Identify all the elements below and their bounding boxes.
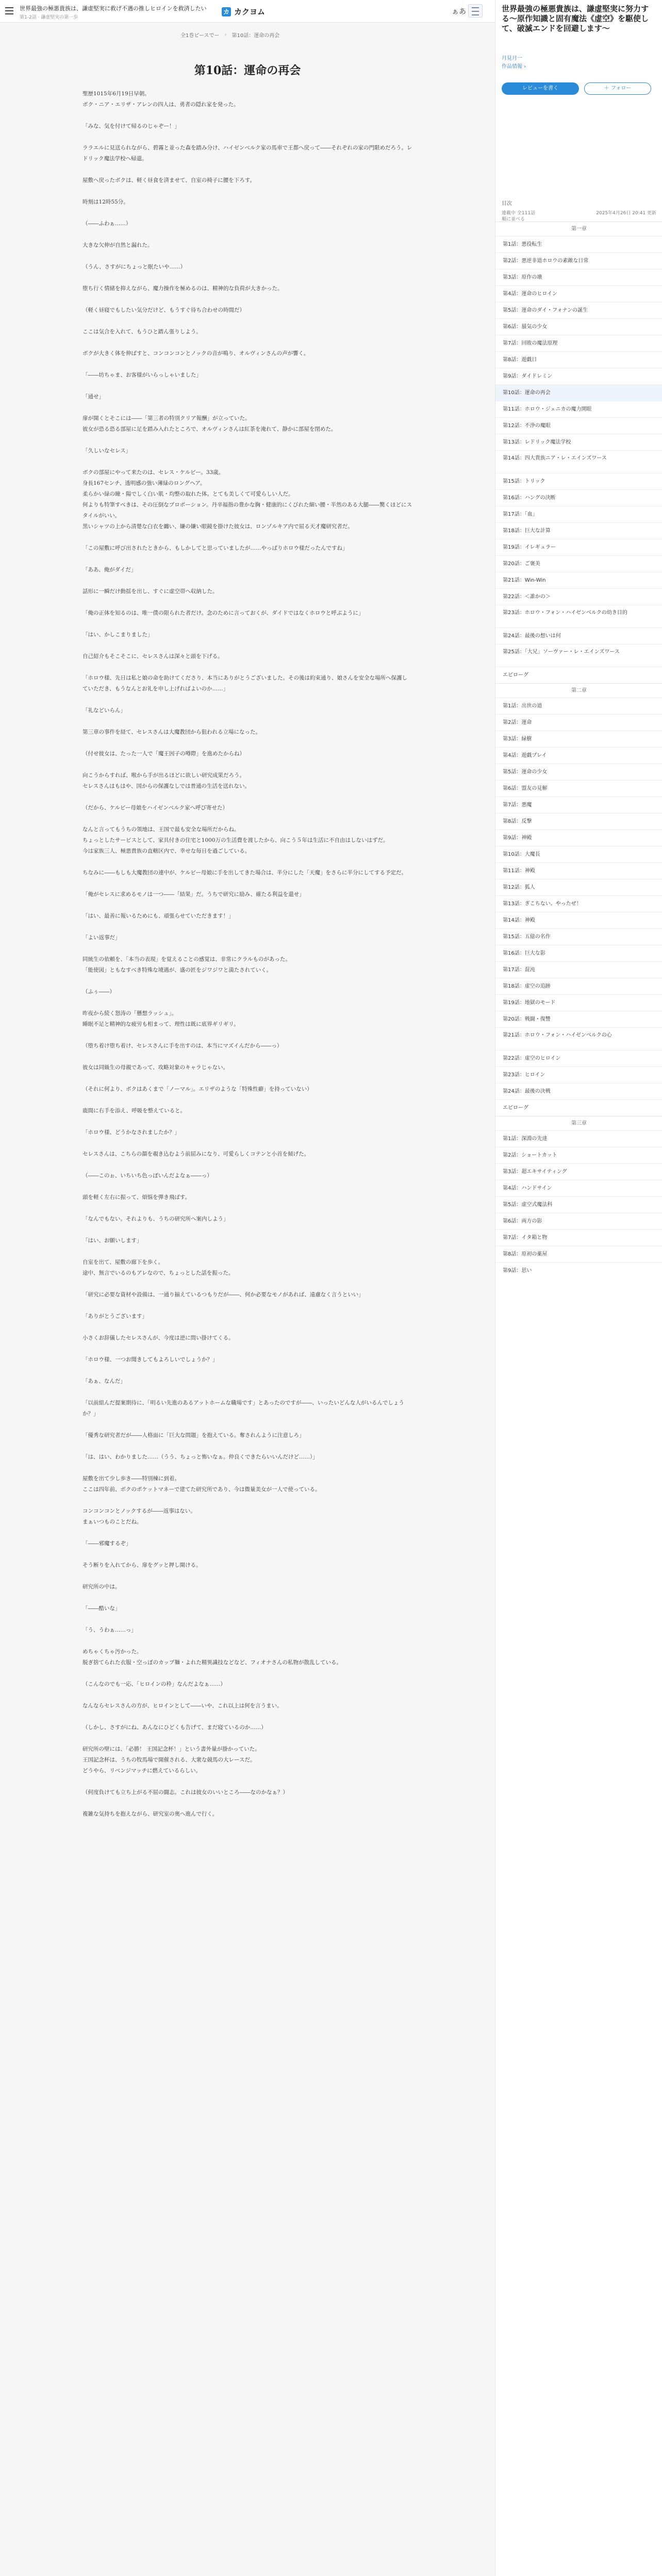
body-paragraph: めちゃくちゃ汚かった。 — [82, 1649, 142, 1655]
body-paragraph — [82, 402, 412, 413]
body-paragraph: 何よりも特筆すべきは、その圧倒なプロポーション。丹辛福指の豊かな胸・健康的にくびれた細い腰・半然のある大腿――驚くほどにスタイルがいい。 — [82, 502, 412, 519]
body-paragraph: （うん、さすがにちょっと眠たいや……） — [82, 264, 186, 270]
body-paragraph — [82, 597, 412, 608]
toc-episode-link[interactable]: 第21話：ホロウ・フォン・ハイゼンベルクの心 — [495, 1027, 662, 1050]
body-paragraph — [82, 976, 412, 987]
breadcrumb — [180, 31, 279, 39]
toc-episode-link[interactable]: 第16話：巨大な影 — [495, 945, 662, 961]
body-paragraph: 「久しいなセレス」 — [82, 448, 131, 454]
body-paragraph: 「この屋敷に呼び出されたときから、もしかしてと思っていましたが……やっぱりホロウ様だったんですね」 — [82, 545, 348, 551]
body-paragraph — [82, 900, 412, 911]
body-paragraph — [82, 1052, 412, 1062]
body-paragraph: （それに何より、ボクはあくまで「ノーマル」。エリザのような「特殊性癖」を持っていない） — [82, 1086, 312, 1092]
body-paragraph — [82, 1160, 412, 1171]
breadcrumb-item: 第10話：運命の再会 — [231, 33, 280, 39]
toc-episode-link[interactable]: 第8話：反撃 — [495, 813, 662, 829]
body-paragraph: 「ホロウ様、どうかなされましたか？」 — [82, 1129, 180, 1136]
toc-episode-link[interactable]: 第13話：レドリック魔法学校 — [495, 434, 662, 450]
toc-label: 目次 — [502, 201, 512, 207]
episode-count: 連載中 全111話 — [502, 211, 536, 216]
body-paragraph — [82, 1365, 412, 1376]
body-paragraph — [82, 878, 412, 889]
reading-area — [0, 23, 495, 2576]
body-paragraph: 柔らかい緑の瞳・陽でしく白い肌・均整の取れた体。とても美しくて可愛らしい人だ。 — [82, 491, 294, 497]
logo-mark: カ — [222, 7, 231, 16]
toc-episode-link[interactable]: 第22話：虚空のヒロイン — [495, 1050, 662, 1066]
body-paragraph: 複雑な気持ちを抱えながら、研究室の奥へ進んで行く。 — [82, 1811, 218, 1817]
body-paragraph: 脱ぎ捨てられた衣服・空っぽのカップ麺・よれた精異識技などなど、フィオナさんの私物が散乱している。 — [82, 1659, 342, 1666]
table-of-contents — [495, 222, 662, 1279]
kakuyomu-logo[interactable] — [222, 6, 265, 17]
body-paragraph — [82, 381, 412, 392]
body-paragraph: 「はい、かしこまりました」 — [82, 632, 153, 638]
body-paragraph: 同統生の依頼を、「本当の表現」を覚えることの感覚は、非常にクラルものがあった。 — [82, 956, 291, 962]
body-paragraph: （付せ彼女は、たった一人で「魔王因子の噂際」を進めたからね） — [82, 751, 245, 757]
body-paragraph: ボクが大きく体を伸ばすと、コンコンコンとノックの音が鳴り、オルヴィンさんの声が響く。 — [82, 350, 309, 357]
body-paragraph: 「優秀な研究者だが――人格面に「巨大な問題」を抱えている。奪されんように注意しろ」 — [82, 1432, 305, 1438]
body-paragraph: 「俺の正体を知るのは、唯一僕の限られた者だけ。念のために言っておくが、ダイドではなくホロウと呼ぶように」 — [82, 610, 364, 616]
body-paragraph: （軽く昼寝でもしたい気分だけど、もうすぐ待ち合わせの時間だ） — [82, 307, 245, 313]
body-paragraph: 屋敷へ戻ったボクは、軽く昼食を済ませて、自室の椅子に腰を下ろす。 — [82, 177, 255, 183]
toc-episode-link[interactable]: 第19話：イレギュラー — [495, 539, 662, 555]
toc-episode-link[interactable]: 第12話：狐人 — [495, 879, 662, 895]
toc-episode-link[interactable]: 第7話：回敗の魔法原理 — [495, 335, 662, 351]
episode-body — [82, 89, 412, 1820]
body-paragraph — [82, 1300, 412, 1311]
body-paragraph: 第三章の事件を経て、セレスさんは大魔教団から狙われる立場になった。 — [82, 729, 261, 735]
toc-episode-link[interactable]: 第10話：運命の再会 — [495, 384, 662, 401]
body-paragraph: 「通せ」 — [82, 394, 104, 400]
body-paragraph — [82, 1668, 412, 1679]
body-paragraph — [82, 1203, 412, 1214]
toc-episode-link[interactable]: 第4話：遊戯プレイ — [495, 747, 662, 764]
toc-episode-link[interactable]: 第5話：運命のダイ・フォナンの誕生 — [495, 302, 662, 318]
body-paragraph: コンコンコンとノックするが――返事はない。 — [82, 1508, 196, 1514]
body-paragraph: 「ああ、俺がダイだ」 — [82, 567, 137, 573]
toc-episode-link[interactable]: 第11話：ホロウ・ジェニカの魔力開眼 — [495, 401, 662, 417]
body-paragraph — [82, 943, 412, 954]
body-paragraph: 「よい返事だ」 — [82, 935, 121, 941]
body-paragraph: 「以前組んだ提案期待に、「明るい先進のあるアットホームな職場です」とあったのですが――、いったいどんな人がいるんでしょうか？」 — [82, 1400, 404, 1417]
toc-episode-link[interactable]: 第13話：ぎこちない。やったぜ！ — [495, 895, 662, 912]
toc-episode-link[interactable]: 第3話：超エキサイティング — [495, 1163, 662, 1180]
body-paragraph: 「は、はい、わかりました……（うう、ちょっと怖いなぁ。仲良くできたらいいんだけど……）」 — [82, 1454, 318, 1460]
body-paragraph: 「俺がセレスに求めるモノは一つ――「結果」だ。うちで研究に励み、確たる利益を還せ」 — [82, 891, 305, 897]
body-paragraph: 扉が開くとそこには――「第三者の特別クリア報酬」が立っていた。 — [82, 415, 251, 421]
body-paragraph — [82, 575, 412, 586]
toc-episode-link[interactable]: 第20話：ご褒美 — [495, 555, 662, 572]
toc-episode-link[interactable]: 第5話：虚空式魔法科 — [495, 1196, 662, 1213]
breadcrumb-item[interactable]: 全1巻ピースでー — [180, 33, 220, 39]
toc-episode-link[interactable]: 第15話：五億の名作 — [495, 928, 662, 945]
body-paragraph: 話形に一瞬だけ動揺を出し、すぐに虚空帯へ収納した。 — [82, 588, 218, 595]
toc-episode-link[interactable]: 第6話：蜃気の少女 — [495, 318, 662, 335]
body-paragraph: ここは気合を入れて、もうひと踏ん張りしよう。 — [82, 329, 202, 335]
toc-episode-link[interactable]: 第6話：両方の影 — [495, 1213, 662, 1229]
toc-episode-link[interactable]: 第6話：盟友の見解 — [495, 780, 662, 796]
toc-episode-link[interactable]: 第17話：混沌 — [495, 961, 662, 978]
body-paragraph: 黒いシャツの上から清楚な白衣を纏い、嫌の嫌い眼鏡を掛けた彼女は、ロンゾルキア内で屈る天才魔研究者だ。 — [82, 523, 353, 530]
body-paragraph: ボクの部屋にやって来たのは、セレス・ケルビー。33歳。 — [82, 469, 224, 476]
body-paragraph — [82, 1733, 412, 1744]
toc-episode-link[interactable]: 第12話：不浄の魔眼 — [495, 417, 662, 434]
toc-episode-link[interactable]: 第25話：「大兄」ソーヴァー・レ・エインズワース — [495, 644, 662, 667]
toc-episode-link[interactable]: エピローグ — [495, 667, 662, 683]
body-paragraph: 屋敷を出て少し歩き――特別棟に到着。 — [82, 1476, 180, 1482]
toc-episode-link[interactable]: 第24話：最後の想いは何 — [495, 628, 662, 644]
body-paragraph: （だから、ケルビー母娘をハイゼンベルク家へ呼び寄せた） — [82, 805, 228, 811]
body-paragraph: 研究所の中は。 — [82, 1584, 121, 1590]
body-paragraph: 「研究に必要な資材や設備は、一通り揃えているつもりだが――、何か必要なモノがあれば、遠慮なく言うといい」 — [82, 1292, 364, 1298]
toc-episode-link[interactable]: 第22話：＜誰かの＞ — [495, 588, 662, 605]
body-paragraph — [82, 1279, 412, 1290]
toc-episode-link[interactable]: 第9話：ダイドレミン — [495, 368, 662, 384]
toc-episode-link[interactable]: 第1話：悪役転生 — [495, 236, 662, 252]
body-paragraph: 今は家族三人、極悪貴族の直轄区内で、幸せな毎日を過ごしている。 — [82, 848, 251, 854]
body-paragraph — [82, 640, 412, 651]
body-paragraph — [82, 435, 412, 446]
settings-icon[interactable] — [468, 4, 483, 18]
body-paragraph: 「――坊ちゃま、お客様がいらっしゃいました」 — [82, 372, 202, 378]
toc-episode-link[interactable]: 第15話：トリック — [495, 473, 662, 489]
body-paragraph — [82, 716, 412, 727]
toc-episode-link[interactable]: 第1話：出世の道 — [495, 698, 662, 714]
toc-episode-link[interactable]: 第2話：運命 — [495, 714, 662, 731]
sidebar — [495, 0, 662, 2576]
body-paragraph — [82, 532, 412, 543]
body-paragraph: ララエルに見送られながら、碧霧と並った森を踏み分け、ハイゼンベルク家の馬車で王都へ戻って――それぞれの家の門限めだろう。レドリック魔法学校へ帰還。 — [82, 145, 412, 162]
body-paragraph: 自室を出て、屋敷の廊下を歩く。 — [82, 1259, 164, 1265]
body-paragraph: 「はい、最善に報いるためにも、頑張らせていただきます！」 — [82, 913, 234, 919]
body-paragraph — [82, 857, 412, 868]
body-paragraph — [82, 132, 412, 143]
body-paragraph: 途中、無言でいるのもアレなので、ちょっとした話を振った。 — [82, 1270, 234, 1276]
body-paragraph — [82, 1528, 412, 1538]
body-paragraph — [82, 1614, 412, 1625]
body-paragraph: なんと言ってもうちの領地は、王国で最も安全な場所だからね。 — [82, 826, 240, 833]
body-paragraph: 自己紹介もそこそこに、セレスさんは深々と頭を下げる。 — [82, 653, 223, 659]
body-paragraph: 「能使図」ともなすべき特殊な境遇が、盛の匠をジワジワと満たされていく。 — [82, 967, 272, 973]
body-paragraph: どうやら、リベンジマッチに燃えているらしい。 — [82, 1768, 202, 1774]
logo-text: カクヨム — [234, 7, 266, 16]
body-paragraph — [82, 1030, 412, 1041]
toc-episode-link[interactable]: 第1話：深淵の先達 — [495, 1130, 662, 1147]
body-paragraph: ここは四年前、ボクのポケットマネーで建てた研究所であり、今は微量美女が一人で使っている。 — [82, 1486, 321, 1493]
body-paragraph — [82, 1073, 412, 1084]
body-paragraph: 「ありがとうございます」 — [82, 1313, 147, 1319]
work-title[interactable]: 世界最強の極悪貴族は、謙虚堅実に努力する〜原作知識と固有魔法《虚空》を駆使して、破滅エンドを回避します〜 — [502, 4, 649, 33]
breadcrumb-separator: › — [224, 32, 227, 38]
body-paragraph — [82, 1711, 412, 1722]
body-paragraph — [82, 814, 412, 824]
toc-episode-link[interactable]: 第14話：四大貴族ニア・レ・エインズワース — [495, 450, 662, 473]
body-paragraph — [82, 1495, 412, 1506]
update-date: 2025年4月26日 20:41 更新 — [596, 211, 656, 216]
toc-episode-link[interactable]: 第19話：地獄のモード — [495, 994, 662, 1011]
toc-episode-link[interactable]: 第18話：巨大な計算 — [495, 522, 662, 539]
toc-episode-link[interactable]: 第2話：悪逆非道ホロウの素敵な日常 — [495, 252, 662, 269]
body-paragraph — [82, 1690, 412, 1701]
body-paragraph: 「ホロウ様、先日は私と娘の命を助けてくださり、本当にありがとうございました。その後は約束通り、娘さんを安全な場所へ保護していただき、もうなんとお礼を申し上げればよいのか……」 — [82, 675, 407, 692]
body-paragraph: 「はい、お願いします」 — [82, 1238, 142, 1244]
body-paragraph — [82, 738, 412, 749]
toc-episode-link[interactable]: 第4話：ハンドサイン — [495, 1180, 662, 1196]
body-paragraph — [82, 1344, 412, 1354]
menu-icon[interactable] — [5, 7, 13, 14]
body-paragraph: （――ふわぁ……） — [82, 221, 131, 227]
body-paragraph — [82, 1116, 412, 1127]
toc-episode-link[interactable]: 第24話：最後の決戦 — [495, 1083, 662, 1099]
body-paragraph — [82, 1225, 412, 1235]
toc-episode-link[interactable]: 第8話：遊戯日 — [495, 351, 662, 368]
sort-link[interactable]: 順に並べる — [502, 217, 525, 222]
body-paragraph: 鹿間に右手を添え、呼吸を整えていると。 — [82, 1108, 186, 1114]
toc-episode-link[interactable]: 第14話：神殿 — [495, 912, 662, 928]
plus-icon: ＋ — [604, 86, 609, 91]
body-paragraph: 「みな、気を付けて帰るのじゃぞー！」 — [82, 123, 180, 129]
author-link[interactable]: 月見月一 — [502, 56, 522, 61]
body-paragraph — [82, 208, 412, 218]
body-paragraph: セレスさんはもはや、国からの保護なしでは普通の生活を送れない。 — [82, 783, 250, 789]
body-paragraph: ちなみに――もしも大魔教団の連中が、ケルビー母娘に手を出してきた場合は、半分にした「天魔」をさらに半分にしてする予定だ。 — [82, 870, 407, 876]
body-paragraph: （ふぅ――） — [82, 989, 115, 995]
body-paragraph — [82, 1181, 412, 1192]
toc-episode-link[interactable]: 第10話：大魔長 — [495, 846, 662, 862]
chapter-heading: 第一章 — [495, 222, 662, 236]
body-paragraph: 「礼などいらん」 — [82, 707, 126, 714]
work-info-link[interactable]: 作品情報 › — [502, 64, 526, 70]
body-paragraph — [82, 662, 412, 673]
body-paragraph — [82, 337, 412, 348]
toc-episode-link[interactable]: 第17話：「血」 — [495, 506, 662, 522]
toc-episode-link[interactable]: 第9話：思い — [495, 1262, 662, 1279]
body-paragraph — [82, 759, 412, 770]
body-paragraph: まぁいつものことだね。 — [82, 1519, 142, 1525]
toc-episode-link[interactable]: 第21話：Win-Win — [495, 572, 662, 588]
toc-episode-link[interactable]: 第16話：ハングの決断 — [495, 489, 662, 506]
body-paragraph — [82, 1095, 412, 1106]
toc-episode-link[interactable]: 第18話：虚空の追跡 — [495, 978, 662, 994]
body-paragraph — [82, 273, 412, 283]
toc-episode-link[interactable]: 第5話：運命の少女 — [495, 764, 662, 780]
body-paragraph — [82, 359, 412, 370]
body-paragraph: 「――酷いな」 — [82, 1605, 121, 1612]
body-paragraph — [82, 164, 412, 175]
body-paragraph: ボク・ニア・エリザ・アレンの四人は、勇者の隠れ家を発った。 — [82, 101, 239, 108]
body-paragraph — [82, 316, 412, 327]
body-paragraph: 「う、うわぁ……っ」 — [82, 1627, 137, 1633]
body-paragraph: 「なんでもない。それよりも、うちの研究所へ案内しよう」 — [82, 1216, 229, 1222]
body-paragraph: ちょっとしたサービスとして、家具付きの住宅と1000万の生活費を渡したから、向こう５年は生活に不自由はしないはずだ。 — [82, 837, 389, 843]
body-paragraph — [82, 294, 412, 305]
toc-episode-link[interactable]: 第20話：戦闘・復讐 — [495, 1011, 662, 1027]
body-paragraph: 小さくお辞儀したセレスさんが、今度は逆に問い掛けてくる。 — [82, 1335, 234, 1341]
follow-label: フォロー — [610, 86, 632, 91]
body-paragraph — [82, 1636, 412, 1647]
toc-episode-link[interactable]: 第9話：神殿 — [495, 829, 662, 846]
body-paragraph — [82, 997, 412, 1008]
body-paragraph: 大きな欠伸が自然と漏れた。 — [82, 242, 153, 248]
body-paragraph: 「ホロウ様、一つお聞きしてもよろしいでしょうか？」 — [82, 1357, 218, 1363]
toc-episode-link[interactable]: 第7話：悪魔 — [495, 796, 662, 813]
body-paragraph — [82, 1138, 412, 1149]
body-paragraph — [82, 186, 412, 197]
body-paragraph: （何度負けても立ち上がる不屈の闘志。これは彼女のいいところ――なのかなぁ？） — [82, 1789, 288, 1795]
body-paragraph — [82, 1419, 412, 1430]
toc-episode-link[interactable]: 第3話：緑樹 — [495, 731, 662, 747]
body-paragraph: （しかし、さすがにね、あんなにひどくも告げて、まだ寝ているのか……） — [82, 1724, 267, 1731]
body-paragraph: 睡眠不足と精神的な疲労も相まって、理性は既に底界ギリギリ。 — [82, 1021, 239, 1027]
body-paragraph — [82, 1571, 412, 1582]
body-paragraph: 王国記念杯は、うちの牧馬場で開催される、大衆な競馬の大レースだ。 — [82, 1757, 256, 1763]
body-paragraph — [82, 1246, 412, 1257]
episode-subtitle: 第1-2話 · 謙虚堅実の第一歩 — [20, 15, 78, 20]
toc-episode-link[interactable]: 第23話：ヒロイン — [495, 1066, 662, 1083]
toc-episode-link[interactable]: エピローグ — [495, 1099, 662, 1116]
body-paragraph: そう断りを入れてから、扉をグッと押し開ける。 — [82, 1562, 202, 1568]
body-paragraph: 「あぁ、なんだ」 — [82, 1378, 126, 1384]
body-paragraph: 昨夜から続く怒涛の「懸想ラッシュ」。 — [82, 1010, 177, 1016]
body-paragraph: 彼女が恐る恐る部屋に足を踏み入れたところで、オルヴィンさんは紅茶を淹れて、静かに部屋を閉めた。 — [82, 426, 337, 432]
toc-episode-link[interactable]: 第4話：運命のヒロイン — [495, 285, 662, 302]
body-paragraph — [82, 792, 412, 803]
toc-episode-link[interactable]: 第23話：ホロウ・フォン・ハイゼンベルクの幼き目的 — [495, 605, 662, 628]
body-paragraph: 身長167センチ、透明感の強い薄緑のロングヘア。 — [82, 480, 206, 486]
work-title-link[interactable]: 世界最強の極悪貴族は、謙虚堅実に救げ不遇の推しヒロインを救済したい — [20, 5, 207, 12]
body-paragraph: （堕ち着け堕ち着け、セレスさんに手を出すのは、本当にマズイんだから――っ） — [82, 1043, 283, 1049]
body-paragraph — [82, 554, 412, 565]
body-paragraph — [82, 251, 412, 262]
body-paragraph: 彼女は同級生の母親であって、攻略対象のキャラじゃない。 — [82, 1064, 229, 1071]
body-paragraph — [82, 1592, 412, 1603]
body-paragraph: （――このぉ、いちいち色っぽいんだよなぁ――っ） — [82, 1173, 212, 1179]
body-paragraph — [82, 922, 412, 933]
body-paragraph — [82, 1549, 412, 1560]
body-paragraph — [82, 110, 412, 121]
body-paragraph — [82, 1776, 412, 1787]
body-paragraph: 研究所の壁には、「必勝！ 王国記念杯！」という書外量が掛かっていた。 — [82, 1746, 260, 1752]
body-paragraph — [82, 456, 412, 467]
review-button[interactable]: レビューを書く — [502, 82, 579, 95]
body-paragraph: なんならセレスさんの方が、ヒロインとして――いや、これ以上は何を言うまい。 — [82, 1703, 283, 1709]
body-paragraph — [82, 1441, 412, 1452]
body-paragraph — [82, 1387, 412, 1398]
follow-button[interactable] — [584, 82, 651, 95]
body-paragraph: 「――邪魔するぞ」 — [82, 1540, 131, 1547]
body-paragraph — [82, 694, 412, 705]
toc-episode-link[interactable]: 第3話：原作の壊 — [495, 269, 662, 285]
font-size-button[interactable]: ぁあ — [452, 8, 466, 16]
body-paragraph: 向こうからすれば、喉から手が出るほどに欲しい研究成果だろう。 — [82, 772, 245, 778]
toc-episode-link[interactable]: 第2話：ショートカット — [495, 1147, 662, 1163]
toc-episode-link[interactable]: 第11話：神殿 — [495, 862, 662, 879]
toc-episode-link[interactable]: 第8話：原初の薬屋 — [495, 1246, 662, 1262]
body-paragraph: 聖歴1015年6月19日早朝。 — [82, 91, 150, 97]
body-paragraph: 時刻は12時55分。 — [82, 199, 129, 205]
chapter-heading: 第二章 — [495, 683, 662, 698]
body-paragraph: 堕ち行く情緒を抑えながら、魔力操作を極めるのは、精神的な負荷が大きかった。 — [82, 285, 283, 292]
body-paragraph — [82, 1463, 412, 1473]
chapter-heading: 第三章 — [495, 1116, 662, 1130]
body-paragraph — [82, 619, 412, 630]
toc-episode-link[interactable]: 第7話：イタ箱と物 — [495, 1229, 662, 1246]
body-paragraph: （こんなのでも一応、「ヒロインの枠」なんだよなぁ……） — [82, 1681, 226, 1687]
body-paragraph — [82, 229, 412, 240]
body-paragraph: 頭を軽く左右に振って、煩悩を弾き飛ばす。 — [82, 1194, 190, 1200]
body-paragraph: セレスさんは、こちらの顔を覗き込むよう前屈みになり、可愛らしくコテンと小首を傾げた。 — [82, 1151, 310, 1157]
body-paragraph — [82, 1322, 412, 1333]
body-paragraph — [82, 1798, 412, 1809]
episode-title: 第10話：運命の再会 — [194, 64, 301, 77]
